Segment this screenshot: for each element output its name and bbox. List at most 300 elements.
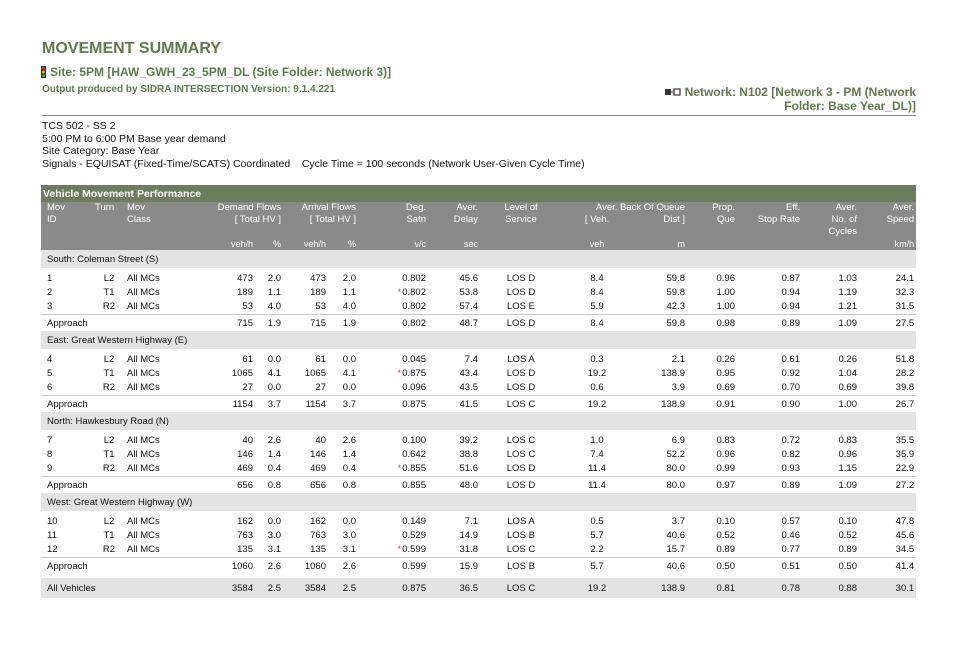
mov-id: 4: [47, 354, 53, 365]
approach-section-header: [41, 250, 916, 268]
arrival-hv: 2.5: [328, 578, 358, 598]
turn: T1: [103, 449, 115, 460]
arrival-total: 162: [310, 516, 326, 527]
no-of-cycles: 1.09: [802, 477, 859, 494]
queue-veh: 19.2: [587, 368, 607, 379]
prop-que: 0.83: [716, 435, 735, 446]
mov-class: All MCs: [127, 530, 160, 541]
arrival-hv: 1.9: [328, 315, 358, 332]
section-name: South: Coleman Street (S): [41, 250, 916, 268]
aver-delay: 43.5: [459, 382, 478, 393]
arrival-total: 146: [310, 449, 326, 460]
eff-stop-rate: 0.89: [737, 315, 802, 332]
no-of-cycles: 1.21: [838, 301, 857, 312]
queue-dist: 80.0: [666, 463, 685, 474]
eff-stop-rate: 0.61: [781, 354, 800, 365]
network-heading: [616, 85, 916, 113]
movement-row: [41, 353, 916, 367]
queue-veh: 19.2: [562, 396, 632, 413]
demand-total: 656: [187, 477, 255, 494]
prop-que: 1.00: [716, 301, 735, 312]
movement-row: [41, 462, 916, 477]
network-label-line1: Network: N102 [Network 3 - PM (Network: [684, 85, 916, 99]
deg-satn-value: 0.642: [402, 449, 426, 460]
aver-speed: 30.1: [859, 578, 916, 598]
unit-veh: veh: [562, 238, 632, 250]
aver-speed: 47.8: [895, 516, 915, 527]
mov-class: All MCs: [127, 382, 160, 393]
hdr-turn: Turn: [93, 202, 125, 214]
movement-row: [41, 529, 916, 543]
level-of-service: LOS D: [506, 368, 536, 379]
hdr-speed: Speed: [859, 214, 916, 226]
prop-que: 0.99: [716, 463, 735, 474]
no-of-cycles: 1.04: [838, 368, 857, 379]
demand-total: 3584: [187, 578, 255, 598]
approach-row: [41, 315, 916, 332]
mov-id: 9: [47, 463, 53, 474]
demand-hv: 2.0: [267, 273, 281, 284]
aver-delay: 38.8: [459, 449, 478, 460]
turn: R2: [102, 382, 116, 393]
level-of-service: LOS A: [507, 516, 535, 527]
queue-veh: 8.4: [590, 273, 604, 284]
turn: R2: [102, 544, 116, 555]
network-icon: [665, 88, 681, 96]
no-of-cycles: 0.50: [802, 558, 859, 575]
demand-total: 135: [237, 544, 253, 555]
mov-class: All MCs: [127, 368, 160, 379]
unit-kmh: km/h: [859, 238, 916, 250]
arrival-total: 1065: [304, 368, 326, 379]
level-of-service: LOS D: [506, 273, 536, 284]
aver-delay: 31.8: [459, 544, 478, 555]
deg-satn-value: 0.529: [402, 530, 426, 541]
level-of-service: LOS D: [506, 287, 536, 298]
info-line-2: 5:00 PM to 6:00 PM Base year demand: [42, 132, 226, 145]
demand-total: 715: [187, 315, 255, 332]
queue-veh: 1.0: [590, 435, 604, 446]
mov-id: 2: [47, 287, 53, 298]
approach-label: Approach: [41, 558, 187, 575]
aver-delay: 57.4: [459, 301, 478, 312]
aver-speed: 39.8: [895, 382, 915, 393]
deg-satn: [358, 300, 428, 315]
arrival-total: 61: [315, 354, 326, 365]
aver-speed: 35.5: [895, 435, 915, 446]
mov-id: 8: [47, 449, 53, 460]
aver-delay: 36.5: [428, 578, 480, 598]
demand-total: 1060: [187, 558, 255, 575]
aver-delay: 15.9: [428, 558, 480, 575]
aver-delay: 7.4: [464, 354, 478, 365]
hdr-queue: Aver. Back Of Queue: [562, 202, 687, 214]
aver-speed: 45.6: [895, 530, 915, 541]
arrival-hv: 1.1: [342, 287, 356, 298]
eff-stop-rate: 0.51: [737, 558, 802, 575]
eff-stop-rate: 0.90: [737, 396, 802, 413]
approach-row: [41, 558, 916, 575]
demand-total: 1065: [231, 368, 253, 379]
hdr-id: ID: [41, 214, 93, 226]
eff-stop-rate: 0.93: [781, 463, 800, 474]
deg-satn: [358, 353, 428, 367]
hdr-deg: Deg.: [358, 202, 428, 214]
queue-dist: 6.9: [671, 435, 685, 446]
approach-label: Approach: [41, 396, 187, 413]
movement-row: [41, 272, 916, 286]
turn: T1: [103, 368, 115, 379]
hdr-demand-sub: [ Total HV ]: [187, 214, 283, 226]
turn: L2: [103, 273, 115, 284]
queue-dist: 40.6: [666, 530, 685, 541]
level-of-service: LOS D: [480, 315, 562, 332]
site-label: Site: 5PM [HAW_GWH_23_5PM_DL (Site Folder: Network 3)]: [50, 65, 392, 79]
deg-satn: 0.599: [358, 558, 428, 575]
arrival-hv: 0.0: [342, 354, 356, 365]
prop-que: 0.69: [716, 382, 735, 393]
arrival-hv: 4.1: [342, 368, 356, 379]
arrival-hv: 0.4: [342, 463, 356, 474]
movement-row: [41, 515, 916, 529]
demand-total: 53: [242, 301, 253, 312]
deg-satn: [358, 272, 428, 286]
aver-speed: 27.5: [859, 315, 916, 332]
hdr-prop: Prop.: [687, 202, 737, 214]
traffic-signal-icon: [41, 66, 46, 78]
deg-satn: [358, 286, 428, 300]
critical-movement-marker: *: [397, 463, 402, 474]
aver-speed: 31.5: [895, 301, 915, 312]
section-name: North: Hawkesbury Road (N): [41, 412, 916, 430]
hdr-aver: Aver.: [428, 202, 480, 214]
prop-que: 0.89: [716, 544, 735, 555]
arrival-total: 27: [315, 382, 326, 393]
queue-dist: 3.7: [671, 516, 685, 527]
demand-total: 469: [237, 463, 253, 474]
movement-row: [41, 286, 916, 300]
hdr-avern: Aver.: [802, 202, 859, 214]
mov-id: 7: [47, 435, 53, 446]
eff-stop-rate: 0.82: [781, 449, 800, 460]
level-of-service: LOS D: [480, 477, 562, 494]
deg-satn: [358, 448, 428, 462]
arrival-hv: 3.1: [342, 544, 356, 555]
arrival-total: 135: [310, 544, 326, 555]
level-of-service: LOS B: [507, 530, 535, 541]
no-of-cycles: 0.10: [838, 516, 857, 527]
demand-hv: 3.7: [255, 396, 283, 413]
queue-veh: 8.4: [562, 315, 632, 332]
mov-id: 6: [47, 382, 53, 393]
eff-stop-rate: 0.92: [781, 368, 800, 379]
demand-hv: 4.0: [267, 301, 281, 312]
prop-que: 0.95: [716, 368, 735, 379]
aver-delay: 43.4: [459, 368, 478, 379]
prop-que: 0.26: [716, 354, 735, 365]
unit-vehh-arrival: veh/h: [283, 238, 328, 250]
no-of-cycles: 0.83: [838, 435, 857, 446]
turn: L2: [103, 516, 115, 527]
aver-delay: 39.2: [459, 435, 478, 446]
queue-dist: 138.9: [661, 368, 685, 379]
queue-veh: 5.9: [590, 301, 604, 312]
turn: L2: [103, 435, 115, 446]
level-of-service: LOS C: [506, 449, 536, 460]
mov-class: All MCs: [127, 301, 160, 312]
section-name: West: Great Western Highway (W): [41, 493, 916, 511]
movement-row: [41, 381, 916, 396]
arrival-hv: 0.0: [342, 516, 356, 527]
aver-speed: 28.2: [895, 368, 915, 379]
demand-hv: 1.1: [267, 287, 281, 298]
aver-speed: 26.7: [859, 396, 916, 413]
demand-total: 473: [237, 273, 253, 284]
arrival-total: 3584: [283, 578, 328, 598]
site-heading: [41, 65, 391, 79]
demand-hv: 0.8: [255, 477, 283, 494]
no-of-cycles: 1.03: [838, 273, 857, 284]
hdr-avers: Aver.: [859, 202, 916, 214]
queue-veh: 11.4: [562, 477, 632, 494]
queue-dist: 138.9: [632, 578, 687, 598]
deg-satn: [358, 381, 428, 396]
demand-hv: 0.4: [267, 463, 281, 474]
queue-veh: 2.2: [590, 544, 604, 555]
no-of-cycles: 0.88: [802, 578, 859, 598]
demand-hv: 2.6: [267, 435, 281, 446]
no-of-cycles: 0.69: [838, 382, 857, 393]
eff-stop-rate: 0.78: [737, 578, 802, 598]
mov-class: All MCs: [127, 354, 160, 365]
mov-class: All MCs: [127, 273, 160, 284]
no-of-cycles: 0.89: [838, 544, 857, 555]
approach-label: Approach: [41, 477, 187, 494]
no-of-cycles: 1.09: [802, 315, 859, 332]
deg-satn: [358, 434, 428, 448]
approach-row: [41, 396, 916, 413]
arrival-total: 469: [310, 463, 326, 474]
queue-dist: 80.0: [632, 477, 687, 494]
demand-hv: 1.4: [267, 449, 281, 460]
queue-veh: 5.7: [562, 558, 632, 575]
aver-delay: 41.5: [428, 396, 480, 413]
produced-by: Output produced by SIDRA INTERSECTION Version: 9.1.4.221: [42, 84, 336, 95]
critical-movement-marker: *: [397, 368, 402, 379]
turn: R2: [102, 463, 116, 474]
level-of-service: LOS C: [480, 396, 562, 413]
hdr-delay: Delay: [428, 214, 480, 226]
movement-row: [41, 434, 916, 448]
approach-section-header: [41, 331, 916, 349]
section-name: East: Great Western Highway (E): [41, 331, 916, 349]
eff-stop-rate: 0.57: [781, 516, 800, 527]
deg-satn-value: 0.802: [402, 301, 426, 312]
arrival-hv: 2.6: [342, 435, 356, 446]
aver-delay: 53.8: [459, 287, 478, 298]
prop-que: 0.96: [716, 449, 735, 460]
level-of-service: LOS E: [507, 301, 535, 312]
demand-total: 40: [242, 435, 253, 446]
demand-total: 763: [237, 530, 253, 541]
info-line-3: Site Category: Base Year: [42, 145, 160, 157]
level-of-service: LOS D: [506, 382, 536, 393]
mov-id: 10: [47, 516, 58, 527]
deg-satn-value: 0.096: [402, 382, 426, 393]
eff-stop-rate: 0.77: [781, 544, 800, 555]
header-divider: [42, 115, 916, 116]
mov-class: All MCs: [127, 463, 160, 474]
deg-satn: 0.855: [358, 477, 428, 494]
mov-id: 5: [47, 368, 53, 379]
deg-satn-value: 0.149: [402, 516, 426, 527]
mov-id: 11: [47, 530, 57, 541]
demand-hv: 3.1: [267, 544, 281, 555]
eff-stop-rate: 0.70: [781, 382, 800, 393]
demand-total: 162: [237, 516, 253, 527]
no-of-cycles: 1.15: [838, 463, 857, 474]
movement-row: [41, 448, 916, 462]
mov-id: 3: [47, 301, 53, 312]
mov-class: All MCs: [127, 544, 160, 555]
unit-vc: v/c: [358, 238, 428, 250]
deg-satn: 0.875: [358, 396, 428, 413]
hdr-stop: Stop Rate: [737, 214, 802, 226]
prop-que: 0.96: [716, 273, 735, 284]
hdr-queue-dist: Dist ]: [632, 214, 687, 226]
no-of-cycles: 1.00: [802, 396, 859, 413]
hdr-service: Service: [480, 214, 562, 226]
aver-speed: 22.9: [895, 463, 915, 474]
prop-que: 0.50: [687, 558, 737, 575]
aver-speed: 34.5: [895, 544, 915, 555]
arrival-total: 656: [283, 477, 328, 494]
arrival-hv: 4.0: [342, 301, 356, 312]
movement-performance-table: [41, 185, 916, 598]
info-line-4: Signals - EQUISAT (Fixed-Time/SCATS) Coordinated Cycle Time = 100 seconds (Network User-Given Cycle Time): [42, 157, 585, 170]
prop-que: 0.97: [687, 477, 737, 494]
no-of-cycles: 0.52: [838, 530, 857, 541]
queue-dist: 15.7: [666, 544, 685, 555]
turn: T1: [103, 530, 115, 541]
queue-veh: 0.3: [590, 354, 604, 365]
queue-veh: 8.4: [590, 287, 604, 298]
hdr-satn: Satn: [358, 214, 428, 226]
aver-speed: 24.1: [895, 273, 915, 284]
demand-total: 1154: [187, 396, 255, 413]
turn: L2: [103, 354, 115, 365]
deg-satn-value: 0.599: [402, 544, 426, 555]
mov-id: 12: [47, 544, 58, 555]
eff-stop-rate: 0.87: [781, 273, 800, 284]
arrival-total: 763: [310, 530, 326, 541]
demand-hv: 1.9: [255, 315, 283, 332]
eff-stop-rate: 0.94: [781, 287, 800, 298]
unit-pct-demand: %: [255, 238, 283, 250]
arrival-total: 1154: [283, 396, 328, 413]
demand-hv: 0.0: [267, 516, 281, 527]
approach-row: [41, 477, 916, 494]
demand-hv: 2.6: [255, 558, 283, 575]
queue-veh: 0.6: [590, 382, 604, 393]
deg-satn: [358, 515, 428, 529]
movement-row: [41, 543, 916, 558]
no-of-cycles: 0.26: [838, 354, 857, 365]
arrival-hv: 3.0: [342, 530, 356, 541]
deg-satn: 0.875: [358, 578, 428, 598]
queue-veh: 5.7: [590, 530, 604, 541]
queue-dist: 59.8: [666, 273, 685, 284]
eff-stop-rate: 0.72: [781, 435, 800, 446]
queue-dist: 52.2: [666, 449, 685, 460]
no-of-cycles: 0.96: [838, 449, 857, 460]
demand-total: 61: [242, 354, 253, 365]
eff-stop-rate: 0.46: [781, 530, 800, 541]
turn: R2: [102, 301, 116, 312]
deg-satn: [358, 367, 428, 381]
demand-hv: 4.1: [267, 368, 281, 379]
network-label-line2: Folder: Base Year_DL)]: [784, 99, 916, 113]
queue-veh: 7.4: [590, 449, 604, 460]
aver-delay: 7.1: [464, 516, 478, 527]
prop-que: 0.81: [687, 578, 737, 598]
arrival-hv: 1.4: [342, 449, 356, 460]
queue-veh: 11.4: [588, 463, 606, 474]
deg-satn-value: 0.045: [402, 354, 426, 365]
level-of-service: LOS C: [506, 435, 536, 446]
aver-delay: 51.6: [459, 463, 478, 474]
mov-class: All MCs: [127, 516, 160, 527]
info-line-1: TCS 502 - SS 2: [42, 120, 116, 132]
mov-id: 1: [47, 273, 53, 284]
approach-section-header: [41, 412, 916, 430]
hdr-eff: Eff.: [737, 202, 802, 214]
deg-satn: [358, 462, 428, 477]
aver-delay: 14.9: [459, 530, 478, 541]
deg-satn: [358, 543, 428, 558]
level-of-service: LOS C: [506, 544, 536, 555]
critical-movement-marker: *: [397, 544, 402, 555]
movement-row: [41, 300, 916, 315]
arrival-total: 53: [315, 301, 326, 312]
table-header-row-2: [41, 214, 916, 226]
eff-stop-rate: 0.89: [737, 477, 802, 494]
demand-hv: 3.0: [267, 530, 281, 541]
hdr-que: Que: [687, 214, 737, 226]
deg-satn-value: 0.855: [402, 463, 426, 474]
unit-vehh-demand: veh/h: [187, 238, 255, 250]
unit-pct-arrival: %: [328, 238, 358, 250]
deg-satn: 0.802: [358, 315, 428, 332]
arrival-hv: 2.6: [328, 558, 358, 575]
all-vehicles-row: [41, 578, 916, 598]
table-header-row-1: [41, 202, 916, 214]
queue-dist: 59.8: [632, 315, 687, 332]
demand-total: 27: [242, 382, 253, 393]
arrival-hv: 3.7: [328, 396, 358, 413]
demand-total: 146: [237, 449, 253, 460]
arrival-total: 715: [283, 315, 328, 332]
mov-class: All MCs: [127, 287, 160, 298]
mov-class: All MCs: [127, 449, 160, 460]
site-info: [42, 120, 585, 170]
queue-dist: 3.9: [671, 382, 685, 393]
hdr-queue-veh: [ Veh.: [562, 214, 632, 226]
hdr-noof: No. of: [802, 214, 859, 226]
aver-speed: 35.9: [895, 449, 915, 460]
hdr-class: Class: [125, 214, 187, 226]
queue-dist: 40.6: [632, 558, 687, 575]
